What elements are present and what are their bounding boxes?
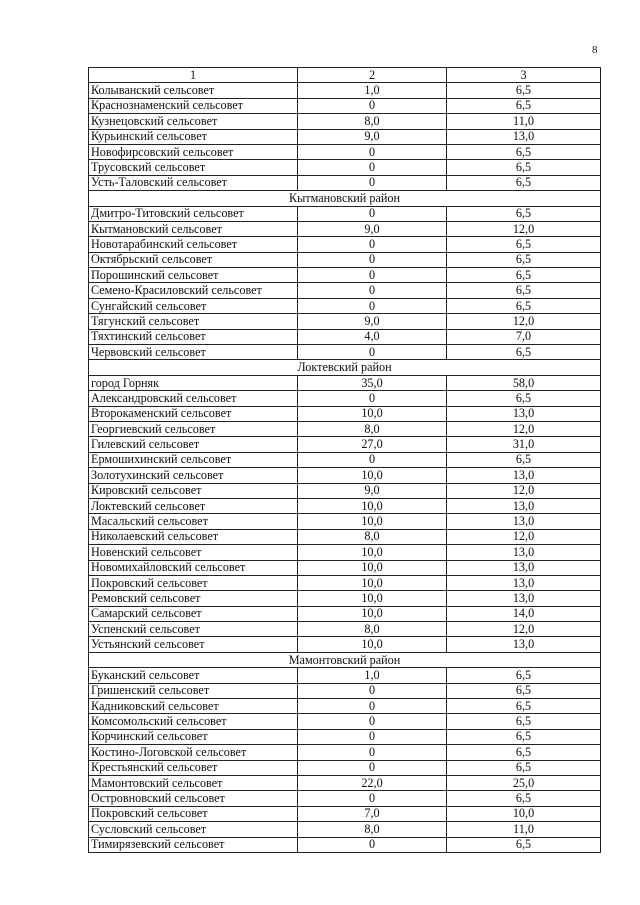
- value-cell: 6,5: [447, 83, 601, 98]
- name-cell: Октябрьский сельсовет: [89, 252, 298, 267]
- table-row: [89, 806, 601, 821]
- value-cell: 13,0: [447, 575, 601, 590]
- name-cell: Кадниковский сельсовет: [89, 699, 298, 714]
- value-cell: 6,5: [447, 729, 601, 744]
- value-cell: 12,0: [447, 622, 601, 637]
- table-row: [89, 298, 601, 313]
- value-cell: 0: [298, 391, 447, 406]
- table-row: [89, 329, 601, 344]
- value-cell: 4,0: [298, 329, 447, 344]
- value-cell: 0: [298, 745, 447, 760]
- section-title: Мамонтовский район: [89, 652, 601, 667]
- name-cell: Червовский сельсовет: [89, 345, 298, 360]
- name-cell: Устьянский сельсовет: [89, 637, 298, 652]
- section-title: Кытмановский район: [89, 191, 601, 206]
- name-cell: Колыванский сельсовет: [89, 83, 298, 98]
- value-cell: 10,0: [298, 591, 447, 606]
- value-cell: 25,0: [447, 775, 601, 790]
- value-cell: 6,5: [447, 452, 601, 467]
- table-row: [89, 314, 601, 329]
- table-row: [89, 83, 601, 98]
- name-cell: Локтевский сельсовет: [89, 498, 298, 513]
- value-cell: 11,0: [447, 822, 601, 837]
- table-row: [89, 822, 601, 837]
- name-cell: Костино-Логовской сельсовет: [89, 745, 298, 760]
- value-cell: 14,0: [447, 606, 601, 621]
- value-cell: 35,0: [298, 375, 447, 390]
- table-row: [89, 668, 601, 683]
- value-cell: 10,0: [298, 498, 447, 513]
- value-cell: 9,0: [298, 314, 447, 329]
- table-row: [89, 775, 601, 790]
- value-cell: 0: [298, 144, 447, 159]
- value-cell: 0: [298, 791, 447, 806]
- table-row: [89, 560, 601, 575]
- value-cell: 13,0: [447, 637, 601, 652]
- value-cell: 6,5: [447, 837, 601, 852]
- value-cell: 6,5: [447, 175, 601, 190]
- value-cell: 0: [298, 760, 447, 775]
- value-cell: 10,0: [447, 806, 601, 821]
- name-cell: Масальский сельсовет: [89, 514, 298, 529]
- value-cell: 9,0: [298, 129, 447, 144]
- name-cell: Гришенский сельсовет: [89, 683, 298, 698]
- table-row: [89, 468, 601, 483]
- value-cell: 10,0: [298, 545, 447, 560]
- table-row: [89, 114, 601, 129]
- name-cell: город Горняк: [89, 375, 298, 390]
- value-cell: 8,0: [298, 822, 447, 837]
- name-cell: Ермошихинский сельсовет: [89, 452, 298, 467]
- table-row: [89, 483, 601, 498]
- name-cell: Золотухинский сельсовет: [89, 468, 298, 483]
- table-row: [89, 375, 601, 390]
- name-cell: Кузнецовский сельсовет: [89, 114, 298, 129]
- value-cell: 0: [298, 298, 447, 313]
- value-cell: 13,0: [447, 514, 601, 529]
- name-cell: Самарский сельсовет: [89, 606, 298, 621]
- name-cell: Покровский сельсовет: [89, 806, 298, 821]
- value-cell: 9,0: [298, 483, 447, 498]
- table-row: [89, 622, 601, 637]
- table-row: [89, 268, 601, 283]
- table-row: [89, 699, 601, 714]
- value-cell: 6,5: [447, 668, 601, 683]
- table-row: [89, 575, 601, 590]
- value-cell: 0: [298, 452, 447, 467]
- name-cell: Тягунский сельсовет: [89, 314, 298, 329]
- header-row: [89, 68, 601, 83]
- table-row: [89, 514, 601, 529]
- table-row: [89, 606, 601, 621]
- column-header-3: 3: [447, 68, 601, 83]
- value-cell: 10,0: [298, 606, 447, 621]
- value-cell: 6,5: [447, 98, 601, 113]
- name-cell: Николаевский сельсовет: [89, 529, 298, 544]
- value-cell: 58,0: [447, 375, 601, 390]
- name-cell: Буканский сельсовет: [89, 668, 298, 683]
- value-cell: 6,5: [447, 683, 601, 698]
- table-row: [89, 683, 601, 698]
- value-cell: 0: [298, 345, 447, 360]
- table-row: [89, 175, 601, 190]
- value-cell: 0: [298, 699, 447, 714]
- name-cell: Новофирсовский сельсовет: [89, 144, 298, 159]
- table-row: [89, 729, 601, 744]
- value-cell: 0: [298, 729, 447, 744]
- value-cell: 8,0: [298, 421, 447, 436]
- value-cell: 6,5: [447, 714, 601, 729]
- name-cell: Новомихайловский сельсовет: [89, 560, 298, 575]
- table-row: [89, 206, 601, 221]
- table-row: [89, 837, 601, 852]
- table-row: [89, 529, 601, 544]
- table-row: [89, 452, 601, 467]
- data-table: [88, 67, 601, 853]
- name-cell: Тяхтинский сельсовет: [89, 329, 298, 344]
- value-cell: 10,0: [298, 637, 447, 652]
- name-cell: Сунгайский сельсовет: [89, 298, 298, 313]
- name-cell: Покровский сельсовет: [89, 575, 298, 590]
- value-cell: 12,0: [447, 221, 601, 236]
- name-cell: Островновский сельсовет: [89, 791, 298, 806]
- value-cell: 6,5: [447, 760, 601, 775]
- table-row: [89, 144, 601, 159]
- table-row: [89, 406, 601, 421]
- value-cell: 10,0: [298, 560, 447, 575]
- value-cell: 22,0: [298, 775, 447, 790]
- value-cell: 0: [298, 175, 447, 190]
- value-cell: 0: [298, 837, 447, 852]
- value-cell: 12,0: [447, 483, 601, 498]
- name-cell: Гилевский сельсовет: [89, 437, 298, 452]
- value-cell: 10,0: [298, 406, 447, 421]
- value-cell: 8,0: [298, 529, 447, 544]
- table-row: [89, 791, 601, 806]
- value-cell: 9,0: [298, 221, 447, 236]
- value-cell: 0: [298, 252, 447, 267]
- value-cell: 0: [298, 160, 447, 175]
- value-cell: 6,5: [447, 298, 601, 313]
- value-cell: 1,0: [298, 83, 447, 98]
- name-cell: Курьинский сельсовет: [89, 129, 298, 144]
- section-header-row: [89, 652, 601, 667]
- value-cell: 6,5: [447, 144, 601, 159]
- value-cell: 0: [298, 98, 447, 113]
- name-cell: Мамонтовский сельсовет: [89, 775, 298, 790]
- name-cell: Семено-Красиловский сельсовет: [89, 283, 298, 298]
- table-row: [89, 160, 601, 175]
- name-cell: Комсомольский сельсовет: [89, 714, 298, 729]
- value-cell: 8,0: [298, 622, 447, 637]
- value-cell: 13,0: [447, 545, 601, 560]
- table-row: [89, 437, 601, 452]
- value-cell: 8,0: [298, 114, 447, 129]
- value-cell: 6,5: [447, 699, 601, 714]
- table-row: [89, 714, 601, 729]
- table-row: [89, 237, 601, 252]
- name-cell: Новенский сельсовет: [89, 545, 298, 560]
- value-cell: 13,0: [447, 468, 601, 483]
- value-cell: 10,0: [298, 468, 447, 483]
- table-row: [89, 421, 601, 436]
- value-cell: 10,0: [298, 575, 447, 590]
- name-cell: Крестьянский сельсовет: [89, 760, 298, 775]
- table-row: [89, 283, 601, 298]
- value-cell: 6,5: [447, 237, 601, 252]
- table-row: [89, 745, 601, 760]
- table-row: [89, 252, 601, 267]
- value-cell: 7,0: [447, 329, 601, 344]
- value-cell: 0: [298, 268, 447, 283]
- value-cell: 31,0: [447, 437, 601, 452]
- value-cell: 6,5: [447, 745, 601, 760]
- value-cell: 13,0: [447, 591, 601, 606]
- value-cell: 7,0: [298, 806, 447, 821]
- value-cell: 13,0: [447, 406, 601, 421]
- value-cell: 6,5: [447, 268, 601, 283]
- name-cell: Дмитро-Титовский сельсовет: [89, 206, 298, 221]
- value-cell: 11,0: [447, 114, 601, 129]
- name-cell: Трусовский сельсовет: [89, 160, 298, 175]
- value-cell: 0: [298, 714, 447, 729]
- name-cell: Кытмановский сельсовет: [89, 221, 298, 236]
- value-cell: 13,0: [447, 560, 601, 575]
- value-cell: 0: [298, 206, 447, 221]
- table-row: [89, 345, 601, 360]
- section-title: Локтевский район: [89, 360, 601, 375]
- name-cell: Ремовский сельсовет: [89, 591, 298, 606]
- table-row: [89, 221, 601, 236]
- name-cell: Александровский сельсовет: [89, 391, 298, 406]
- value-cell: 6,5: [447, 252, 601, 267]
- value-cell: 0: [298, 683, 447, 698]
- table-row: [89, 129, 601, 144]
- value-cell: 0: [298, 237, 447, 252]
- value-cell: 12,0: [447, 529, 601, 544]
- table-row: [89, 637, 601, 652]
- table-row: [89, 98, 601, 113]
- name-cell: Порошинский сельсовет: [89, 268, 298, 283]
- section-header-row: [89, 360, 601, 375]
- value-cell: 1,0: [298, 668, 447, 683]
- page-number: 8: [592, 44, 598, 56]
- value-cell: 13,0: [447, 129, 601, 144]
- name-cell: Тимирязевский сельсовет: [89, 837, 298, 852]
- value-cell: 6,5: [447, 345, 601, 360]
- value-cell: 6,5: [447, 206, 601, 221]
- name-cell: Успенский сельсовет: [89, 622, 298, 637]
- name-cell: Второкаменский сельсовет: [89, 406, 298, 421]
- name-cell: Кировский сельсовет: [89, 483, 298, 498]
- value-cell: 6,5: [447, 283, 601, 298]
- table-row: [89, 498, 601, 513]
- name-cell: Георгиевский сельсовет: [89, 421, 298, 436]
- value-cell: 6,5: [447, 791, 601, 806]
- name-cell: Усть-Таловский сельсовет: [89, 175, 298, 190]
- value-cell: 12,0: [447, 314, 601, 329]
- table-row: [89, 545, 601, 560]
- value-cell: 6,5: [447, 160, 601, 175]
- name-cell: Корчинский сельсовет: [89, 729, 298, 744]
- value-cell: 10,0: [298, 514, 447, 529]
- table-row: [89, 760, 601, 775]
- value-cell: 27,0: [298, 437, 447, 452]
- column-header-2: 2: [298, 68, 447, 83]
- table-row: [89, 591, 601, 606]
- name-cell: Новотарабинский сельсовет: [89, 237, 298, 252]
- value-cell: 13,0: [447, 498, 601, 513]
- value-cell: 0: [298, 283, 447, 298]
- name-cell: Краснознаменский сельсовет: [89, 98, 298, 113]
- section-header-row: [89, 191, 601, 206]
- value-cell: 12,0: [447, 421, 601, 436]
- table-row: [89, 391, 601, 406]
- value-cell: 6,5: [447, 391, 601, 406]
- column-header-1: 1: [89, 68, 298, 83]
- name-cell: Сусловский сельсовет: [89, 822, 298, 837]
